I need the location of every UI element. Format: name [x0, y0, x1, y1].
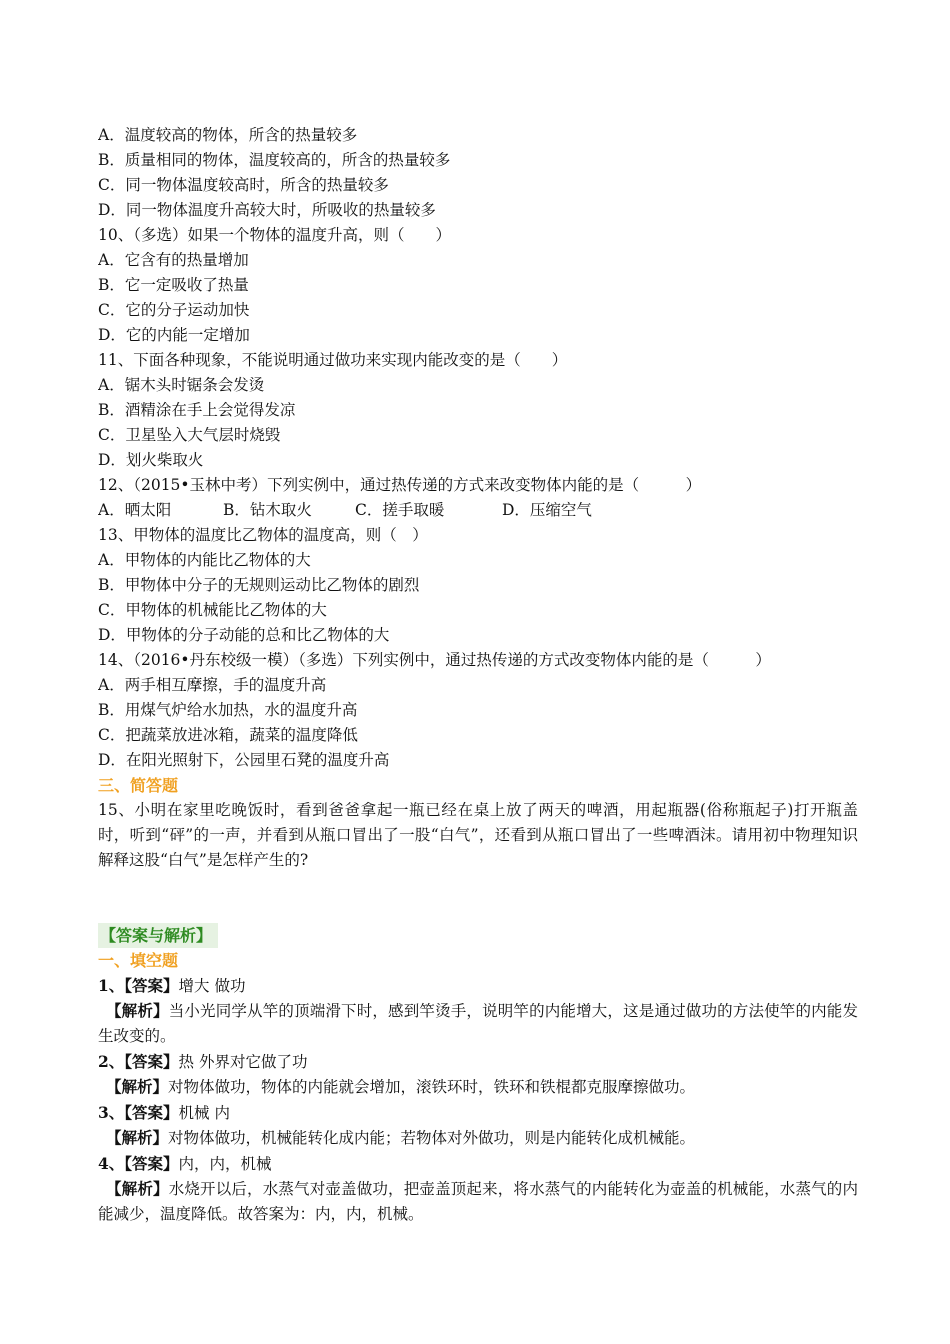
question-11	[98, 348, 858, 473]
q13-option-a: A．甲物体的内能比乙物体的大	[98, 551, 311, 569]
question-10	[98, 223, 858, 348]
q12-options-row	[98, 498, 858, 523]
answer-4-line	[98, 1151, 858, 1176]
spacer	[98, 873, 858, 923]
answer-2-analysis-label: 【解析】	[106, 1077, 169, 1096]
q12-option-b: B．钻木取火	[223, 501, 312, 519]
question-14	[98, 648, 858, 773]
q14-option-c: C．把蔬菜放进冰箱，蔬菜的温度降低	[98, 726, 358, 744]
answer-3-line	[98, 1100, 858, 1125]
answer-4-analysis	[98, 1176, 858, 1227]
answer-3-value: 机械 内	[178, 1104, 230, 1122]
answer-3	[98, 1100, 858, 1151]
q10-option-c: C．它的分子运动加快	[98, 301, 250, 319]
answer-4-analysis-text: 水烧开以后，水蒸气对壶盖做功，把壶盖顶起来，将水蒸气的内能转化为壶盖的机械能，水蒸气的内能减少，温度降低。故答案为：内，内，机械。	[98, 1180, 858, 1223]
question-12	[98, 473, 858, 523]
answers-title: 【答案与解析】	[98, 923, 218, 948]
q11-stem: 11、下面各种现象，不能说明通过做功来实现内能改变的是（ ）	[98, 351, 568, 369]
q13-stem: 13、甲物体的温度比乙物体的温度高，则（ ）	[98, 526, 428, 544]
q10-stem: 10、（多选）如果一个物体的温度升高，则（ ）	[98, 226, 451, 244]
q14-stem: 14、（2016•丹东校级一模）（多选）下列实例中，通过热传递的方式改变物体内能的是（ ）	[98, 651, 771, 669]
answer-2	[98, 1049, 858, 1100]
q9-option-c: C．同一物体温度较高时，所含的热量较多	[98, 176, 389, 194]
q12-option-c: C．搓手取暖	[355, 501, 445, 519]
q12-stem: 12、（2015•玉林中考）下列实例中，通过热传递的方式来改变物体内能的是（ ）	[98, 476, 702, 494]
answer-3-analysis	[98, 1125, 858, 1151]
q11-option-b: B．酒精涂在手上会觉得发凉	[98, 401, 296, 419]
q9-option-d: D．同一物体温度升高较大时，所吸收的热量较多	[98, 201, 436, 219]
q13-option-d: D．甲物体的分子动能的总和比乙物体的大	[98, 626, 390, 644]
answer-2-line	[98, 1049, 858, 1074]
q12-option-a: A．晒太阳	[98, 501, 172, 519]
q14-option-a: A．两手相互摩擦，手的温度升高	[98, 676, 327, 694]
q12-option-d: D．压缩空气	[502, 501, 592, 519]
q10-option-d: D．它的内能一定增加	[98, 326, 250, 344]
q9-option-a: A．温度较高的物体，所含的热量较多	[98, 126, 358, 144]
q9-option-b: B．质量相同的物体，温度较高的，所含的热量较多	[98, 151, 451, 169]
answer-1-analysis-text: 当小光同学从竿的顶端滑下时，感到竿烫手，说明竿的内能增大，这是通过做功的方法使竿的内能发生改变的。	[98, 1002, 858, 1045]
q11-option-c: C．卫星坠入大气层时烧毁	[98, 426, 281, 444]
section-3-heading: 三、简答题	[98, 776, 179, 795]
document-page	[98, 123, 858, 1227]
answer-2-value: 热 外界对它做了功	[178, 1053, 308, 1071]
q13-option-c: C．甲物体的机械能比乙物体的大	[98, 601, 327, 619]
answer-1-prefix: 1、【答案】	[98, 976, 179, 995]
q11-option-a: A．锯木头时锯条会发烫	[98, 376, 265, 394]
answer-2-analysis	[98, 1074, 858, 1100]
answer-1-analysis	[98, 998, 858, 1049]
answer-2-analysis-text: 对物体做功，物体的内能就会增加，滚铁环时，铁环和铁棍都克服摩擦做功。	[168, 1078, 696, 1096]
answer-1-value: 增大 做功	[178, 977, 246, 995]
question-13	[98, 523, 858, 648]
answer-4	[98, 1151, 858, 1227]
q10-option-b: B．它一定吸收了热量	[98, 276, 249, 294]
answer-4-prefix: 4、【答案】	[98, 1154, 179, 1173]
answer-1	[98, 973, 858, 1049]
q15-text: 15、小明在家里吃晚饭时，看到爸爸拿起一瓶已经在桌上放了两天的啤酒，用起瓶器(俗称瓶起子)打开瓶盖时，听到“砰”的一声，并看到从瓶口冒出了一股“白气”，还看到从瓶口冒出了一些啤酒沫。请用初中物理知识解释这股“白气”是怎样产生的?	[98, 801, 858, 869]
q14-option-b: B．用煤气炉给水加热，水的温度升高	[98, 701, 358, 719]
answers-section-1-heading: 一、填空题	[98, 951, 179, 970]
q14-option-d: D．在阳光照射下，公园里石凳的温度升高	[98, 751, 390, 769]
answers-title-row	[98, 923, 858, 948]
answer-3-analysis-text: 对物体做功，机械能转化成内能；若物体对外做功，则是内能转化成机械能。	[168, 1129, 696, 1147]
answer-4-value: 内，内，机械	[178, 1155, 272, 1173]
answer-1-line	[98, 973, 858, 998]
answer-3-analysis-label: 【解析】	[106, 1128, 169, 1147]
q13-option-b: B．甲物体中分子的无规则运动比乙物体的剧烈	[98, 576, 420, 594]
answer-3-prefix: 3、【答案】	[98, 1103, 179, 1122]
q10-option-a: A．它含有的热量增加	[98, 251, 249, 269]
answer-4-analysis-label: 【解析】	[106, 1179, 169, 1198]
q11-option-d: D．划火柴取火	[98, 451, 204, 469]
answer-2-prefix: 2、【答案】	[98, 1052, 179, 1071]
q9-options	[98, 123, 858, 223]
answer-1-analysis-label: 【解析】	[106, 1001, 169, 1020]
